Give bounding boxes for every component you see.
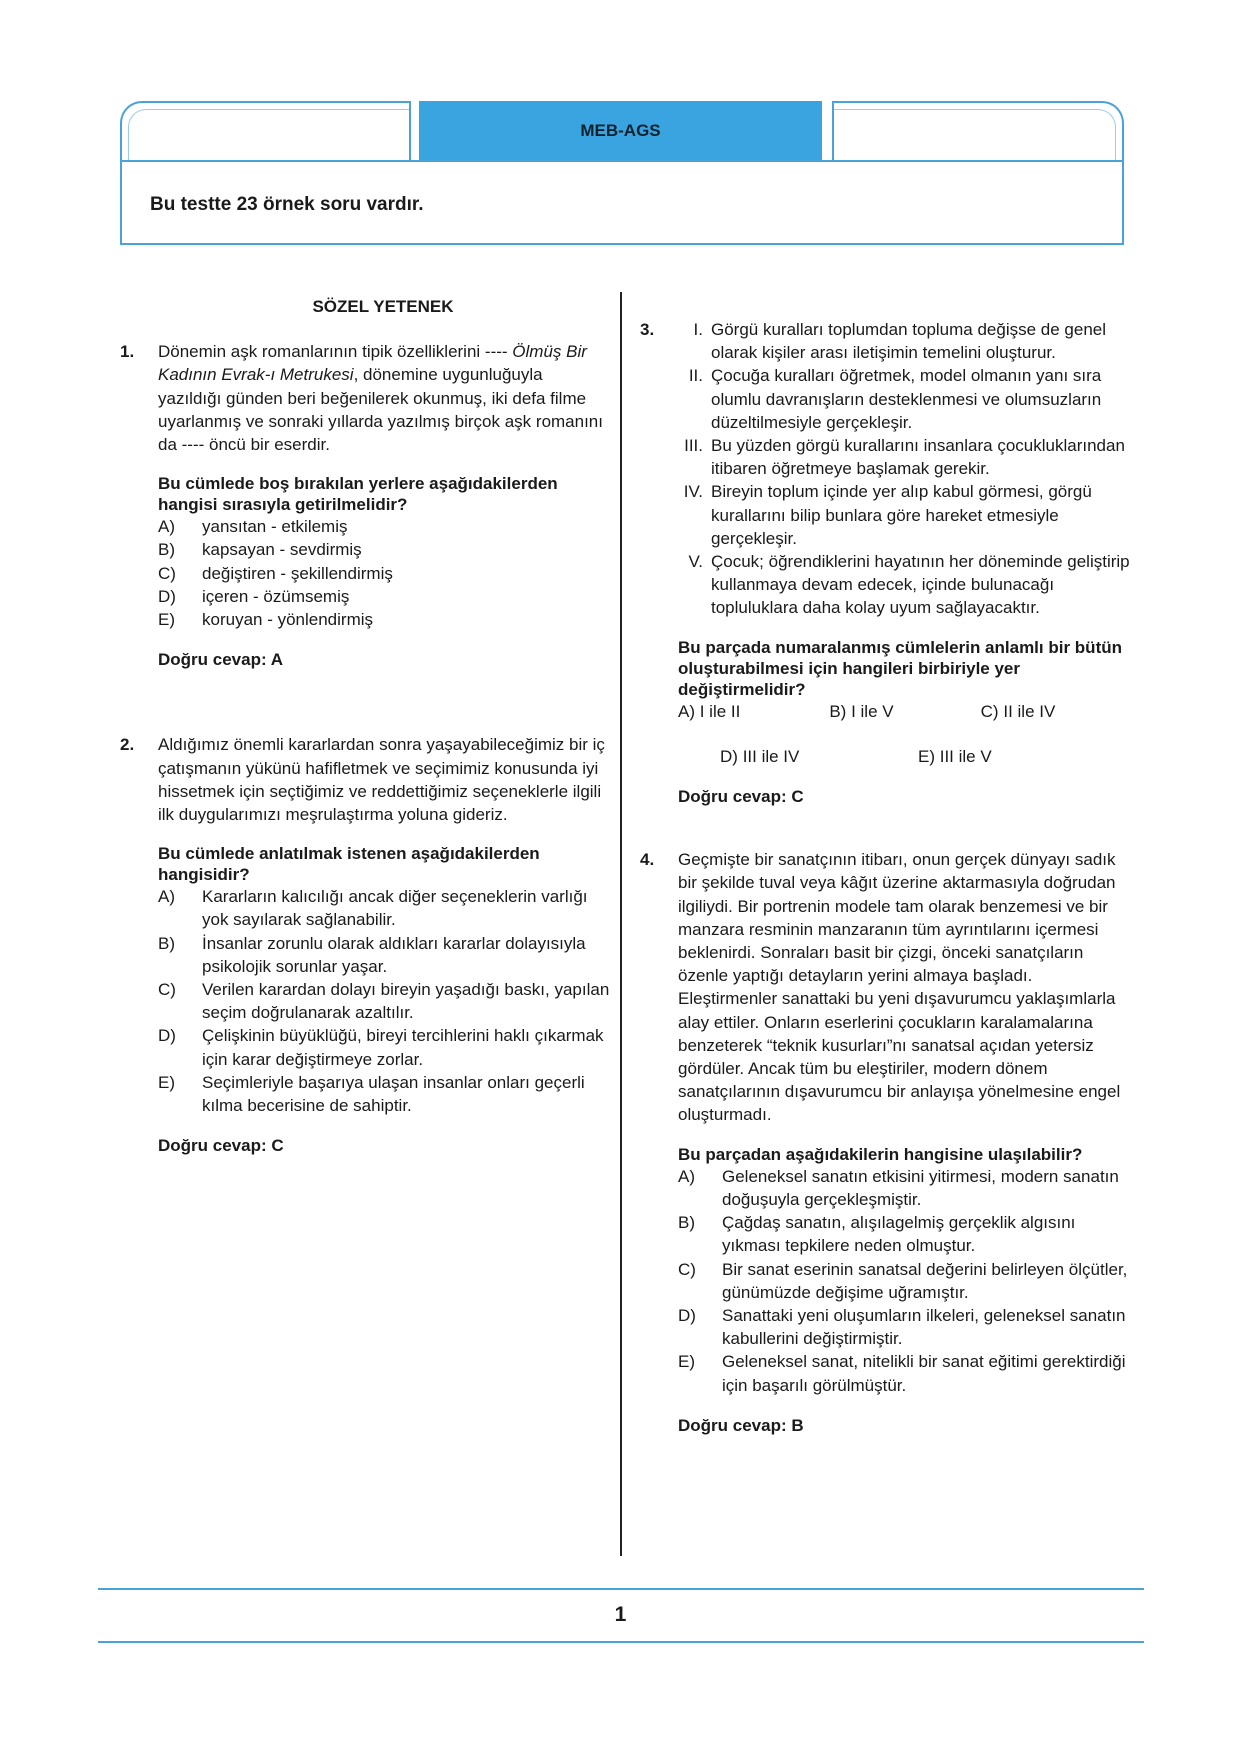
option-letter: C) — [158, 980, 176, 1000]
question-number: 4. — [640, 850, 655, 870]
sentence-text: Çocuk; öğrendiklerini hayatının her döneminde geliştirip kullanmaya devam edecek, içinde bulunacağı topluluklara daha kolay uyum sağlayacaktır. — [711, 552, 1130, 618]
option-letter: C) — [980, 701, 999, 721]
question-number: 3. — [640, 320, 655, 339]
option-c[interactable] — [158, 978, 610, 1024]
sentence-text: Çocuğa kuralları öğretmek, model olmanın yanı sıra olumlu davranışların desteklenmesi ve olumsuzların düzeltilmesiyle gerçekleşir. — [711, 366, 1102, 432]
option-text: koruyan - yönlendirmiş — [202, 610, 374, 630]
option-a[interactable] — [158, 515, 610, 538]
roman-numeral: IV. — [683, 482, 703, 502]
question-prompt: Bu parçadan aşağıdakilerin hangisine ulaşılabilir? — [678, 1144, 1083, 1164]
left-column — [120, 295, 610, 1157]
page-number: 1 — [614, 1603, 627, 1626]
option-c[interactable] — [158, 562, 610, 585]
question-prompt: Bu cümlede anlatılmak istenen aşağıdakilerden hangisidir? — [158, 844, 540, 885]
option-text: II ile IV — [1003, 701, 1056, 721]
option-text: Seçimleriyle başarıya ulaşan insanlar onları geçerli kılma becerisine de sahiptir. — [202, 1072, 585, 1116]
option-text: İnsanlar zorunlu olarak aldıkları kararlar dolayısıyla psikolojik sorunlar yaşar. — [202, 933, 586, 976]
sentence-4 — [640, 480, 1132, 550]
book-title: Ölmüş Bir Kadının Evrak-ı Metrukesi — [158, 342, 587, 385]
sentence-text: Bireyin toplum içinde yer alıp kabul görmesi, görgü kurallarını bilip bunlara göre hareket etmesiyle gerçekleşir. — [711, 482, 1092, 548]
option-letter: D) — [158, 1026, 176, 1046]
option-a[interactable] — [158, 885, 610, 931]
option-letter: B) — [829, 701, 847, 721]
option-letter: C) — [678, 1259, 696, 1279]
option-text: Çağdaş sanatın, alışılagelmiş gerçeklik algısını yıkması tepkilere neden olmuştur. — [722, 1213, 1076, 1256]
question-stem — [158, 340, 610, 456]
right-column — [640, 295, 1132, 1437]
roman-numeral: V. — [688, 552, 703, 572]
option-b[interactable] — [829, 700, 980, 723]
option-letter: A) — [158, 887, 175, 907]
options-list — [158, 885, 610, 1117]
roman-numeral: III. — [684, 436, 703, 456]
option-letter: C) — [158, 563, 176, 583]
option-d[interactable] — [158, 1024, 610, 1070]
option-letter: E) — [158, 1072, 175, 1092]
options-list — [678, 1165, 1132, 1397]
option-letter: B) — [158, 540, 175, 560]
option-letter: A) — [158, 517, 175, 537]
option-text: içeren - özümsemiş — [202, 586, 350, 606]
option-letter: E) — [918, 746, 935, 766]
option-text: Sanattaki yeni oluşumların ilkeleri, geleneksel sanatın kabullerini değiştirmiştir. — [722, 1305, 1126, 1349]
option-e[interactable] — [678, 1350, 1132, 1396]
header-left-tab — [120, 101, 411, 160]
section-title: SÖZEL YETENEK — [312, 297, 454, 316]
correct-answer: Doğru cevap: A — [158, 650, 284, 670]
sentence-2 — [640, 364, 1132, 434]
footer-bottom-rule — [98, 1641, 1144, 1643]
option-letter: E) — [158, 610, 175, 630]
sentence-text: Bu yüzden görgü kurallarını insanlara çocukluklarından itibaren öğretmeye başlamak gerekir. — [711, 436, 1125, 479]
roman-numeral: I. — [693, 320, 703, 339]
option-c[interactable] — [981, 700, 1132, 723]
question-number: 2. — [120, 735, 135, 755]
question-stem: Aldığımız önemli kararlardan sonra yaşayabileceğimiz bir iç çatışmanın yükünü hafifletmek ve seçimimiz konusunda iyi hissetmek için seçtiğimiz ve reddettiğimiz seçeneklerle ilgili ilk duygularımızı meşrulaştırma yoluna gideriz. — [158, 735, 605, 825]
options-list — [158, 515, 610, 631]
option-a[interactable] — [678, 1165, 1132, 1211]
header-intro-box — [120, 160, 1124, 245]
footer-top-rule — [98, 1588, 1144, 1590]
option-text: I ile II — [699, 701, 741, 721]
question-prompt: Bu cümlede boş bırakılan yerlere aşağıdakilerden hangisi sırasıyla getirilmelidir? — [158, 474, 558, 515]
options-row-2 — [678, 745, 1132, 768]
option-text: kapsayan - sevdirmiş — [202, 540, 362, 560]
option-b[interactable] — [158, 538, 610, 561]
option-text: III ile IV — [742, 746, 800, 766]
numbered-sentences — [640, 318, 1132, 620]
option-e[interactable] — [158, 608, 610, 631]
option-letter: E) — [678, 1352, 695, 1372]
option-letter: A) — [678, 701, 695, 721]
option-letter: D) — [720, 746, 738, 766]
correct-answer: Doğru cevap: C — [678, 787, 804, 807]
option-letter: B) — [678, 1213, 695, 1233]
option-text: Bir sanat eserinin sanatsal değerini belirleyen ölçütler, günümüzde değişime uğramıştır. — [722, 1259, 1128, 1302]
sentence-text: Görgü kuralları toplumdan topluma değişse de genel olarak kişiler arası iletişimin temelini oluşturur. — [711, 320, 1107, 363]
option-letter: A) — [678, 1166, 695, 1186]
header-right-tab — [832, 101, 1124, 160]
sentence-1 — [640, 318, 1132, 364]
options-row-1 — [678, 700, 1132, 723]
header-tag-label: MEB-AGS — [580, 120, 661, 140]
option-text: Çelişkinin büyüklüğü, bireyi tercihlerini haklı çıkarmak için karar değiştirmeye zorlar. — [202, 1026, 604, 1069]
roman-numeral: II. — [688, 366, 703, 386]
option-c[interactable] — [678, 1258, 1132, 1304]
option-letter: B) — [158, 933, 175, 953]
header-tag — [419, 101, 822, 160]
correct-answer: Doğru cevap: C — [158, 1136, 284, 1156]
option-letter: D) — [678, 1305, 696, 1325]
option-text: I ile V — [851, 701, 894, 721]
question-2 — [120, 733, 610, 1157]
option-d[interactable] — [678, 1304, 1132, 1350]
sentence-5 — [640, 550, 1132, 620]
stem-part: Dönemin aşk romanlarının tipik özelliklerini ---- — [158, 342, 513, 362]
option-letter: D) — [158, 586, 176, 606]
question-1 — [120, 340, 610, 671]
option-b[interactable] — [158, 932, 610, 978]
question-number: 1. — [120, 342, 135, 362]
option-d[interactable] — [158, 585, 610, 608]
option-text: Geleneksel sanatın etkisini yitirmesi, modern sanatın doğuşuyla gerçekleşmiştir. — [722, 1166, 1119, 1209]
column-divider — [620, 292, 622, 1556]
option-a[interactable] — [678, 700, 829, 723]
question-prompt: Bu parçada numaralanmış cümlelerin anlamlı bir bütün oluşturabilmesi için hangileri birbiriyle yer değiştirmelidir? — [678, 637, 1123, 699]
option-b[interactable] — [678, 1211, 1132, 1257]
option-text: yansıtan - etkilemiş — [202, 517, 348, 537]
option-text: değiştiren - şekillendirmiş — [202, 563, 393, 583]
header-intro-text: Bu testte 23 örnek soru vardır. — [150, 194, 424, 215]
question-4 — [640, 848, 1132, 1437]
option-text: Geleneksel sanat, nitelikli bir sanat eğitimi gerektirdiği için başarılı görülmüştür. — [722, 1352, 1126, 1395]
correct-answer: Doğru cevap: B — [678, 1415, 804, 1435]
stem-part: , dönemine uygunluğuyla yazıldığı günden beri beğenilerek okunmuş, iki defa filme uyarlanmış ve sonraki yıllarda yazılmış birçok aşk romanını da ---- öncü bir eserdir. — [158, 365, 603, 455]
option-d[interactable] — [720, 745, 918, 768]
option-text: Verilen karardan dolayı bireyin yaşadığı baskı, yapılan seçim doğrulanarak azaltılır. — [202, 980, 610, 1023]
option-text: Kararların kalıcılığı ancak diğer seçeneklerin varlığı yok sayılarak sağlanabilir. — [202, 887, 588, 930]
question-stem: Geçmişte bir sanatçının itibarı, onun gerçek dünyayı sadık bir şekilde tuval veya kâğıt üzerine aktarmasıyla doğrudan ilgiliydi. Bir portrenin modele tam olarak benzemesi ve bir manzara resminin manzaranın tüm ayrıntılarını içermesi beklenirdi. Sonraları basit bir çizgi, önceki sanatçıların özenle yaptığı detayların yerini almaya başladı. Eleştirmenler sanattaki bu yeni dışavurumcu yaklaşımlarla alay ettiler. Onların eserlerini çocukların karalamalarına benzeterek “teknik kusurları”nı sanatsal açıdan yetersiz gördüler. Ancak tüm bu eleştiriler, modern dönem sanatçılarının dışavurumcu bir anlayışa yönelmesine engel oluşturmadı. — [678, 850, 1121, 1125]
option-text: III ile V — [939, 746, 992, 766]
option-e[interactable] — [918, 745, 1116, 768]
question-3 — [640, 318, 1132, 808]
option-e[interactable] — [158, 1071, 610, 1117]
sentence-3 — [640, 434, 1132, 480]
